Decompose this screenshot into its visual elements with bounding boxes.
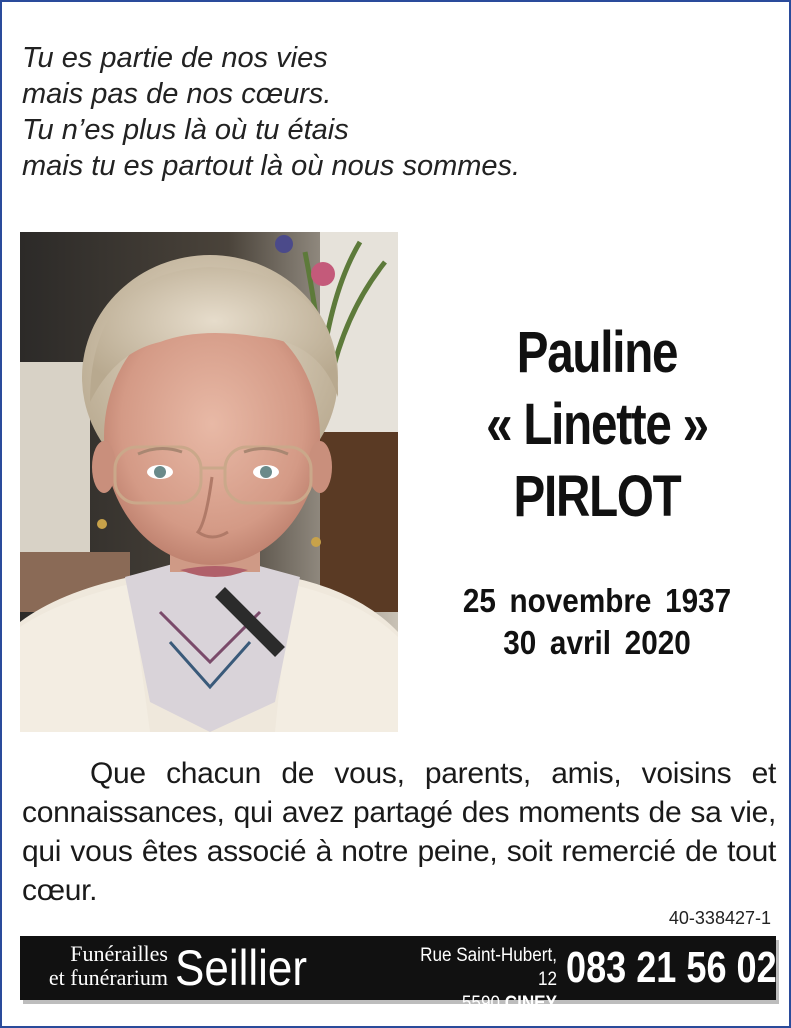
funeral-home-brand: Seillier [175,940,308,996]
poem-line: Tu n’es plus là où tu étais [22,114,349,146]
funeral-home-label [28,942,168,990]
portrait-photo [20,232,398,732]
birth-date: 25 novembre 1937 [462,582,732,619]
phone-number: 083 21 56 02 [566,943,777,992]
last-name: PIRLOT [513,464,681,529]
poem [22,40,762,184]
street: Rue Saint-Hubert, 12 [420,945,557,990]
deceased-name [402,317,791,533]
locality [409,992,558,1016]
label-line: Funérailles [70,941,168,966]
poem-line: mais tu es partout là où nous sommes. [22,150,521,182]
thanks-paragraph: Que chacun de vous, parents, amis, voisins et connaissances, qui avez partagé des moments de sa vie, qui vous êtes associé à notre peine, soit remercié de tout cœur. [22,757,776,907]
postcode: 5590 [461,993,500,1014]
reference-number: 40-338427-1 [668,908,771,928]
first-name: Pauline [516,320,678,385]
funeral-home-address [409,944,558,1016]
life-dates [402,580,791,664]
nickname: « Linette » [486,392,708,457]
death-date: 30 avril 2020 [503,624,691,661]
poem-line: Tu es partie de nos vies [22,42,328,74]
poem-line: mais pas de nos cœurs. [22,78,332,110]
label-line: et funérarium [48,965,168,990]
city: CINEY [504,993,557,1014]
funeral-home-banner [20,936,777,1014]
